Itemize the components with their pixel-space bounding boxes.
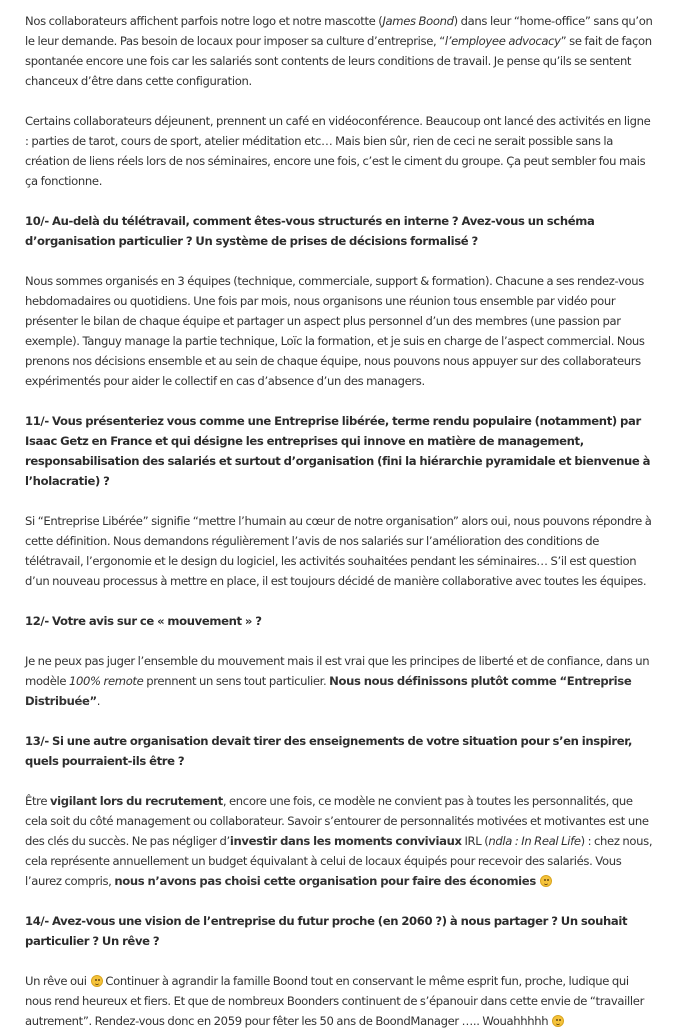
wink-emoji-icon xyxy=(540,875,552,887)
highlight-distributed: Nous nous définissons plutôt comme “Entreprise Distribuée” xyxy=(25,674,632,708)
paragraph-activities: Certains collaborateurs déjeunent, prennent un café en vidéoconférence. Beaucoup ont lancé des activités en ligne : parties de tarot, cours de sport, atelier méditation etc… Mais bien sûr, rien de ceci ne serait possible sans la création de liens réels lors de nos séminaires, encore une fois, c’est le ciment du groupe. Ça peut sembler fou mais ça fonctionne. xyxy=(25,114,651,188)
text: Je ne peux pas juger l’ensemble du mouvement mais il est vrai que les principes de liberté et de confiance, dans un modèle xyxy=(25,654,650,688)
answer-13 xyxy=(25,791,655,891)
answer-11: Si “Entreprise Libérée” signifie “mettre l’humain au cœur de notre organisation” alors oui, nous pouvons répondre à cette définition. Nous demandons régulièrement l’avis de nos salariés sur l’amélioration des conditions de télétravail, l’ergonomie et le design du logiciel, les activités souhaitées pendant les séminaires… S’il est question d’un nouveau processus à mettre en place, il est toujours décidé de manière collaborative avec toutes les équipes. xyxy=(25,514,652,588)
text: ) dans leur “home-office” sans qu’on le leur demande. Pas besoin de locaux pour imposer sa culture d’entreprise, “ xyxy=(25,14,653,48)
text: prennent un sens tout particulier. xyxy=(143,674,330,688)
highlight-convivial: investir dans les moments conviviaux xyxy=(229,834,462,848)
irl-note: ndla : In Real Life xyxy=(488,834,581,848)
text: , encore une fois, ce modèle ne convient pas à toutes les personnalités, que cela soit du côté management ou collaborateur. Savoir s’entourer de personnalités motivées et motivantes est une des clés du succès. Ne pas négliger d’ xyxy=(25,794,649,848)
question-12: 12/- Votre avis sur ce « mouvement » ? xyxy=(25,614,262,628)
answer-10: Nous sommes organisés en 3 équipes (technique, commerciale, support & formation). Chacune a ses rendez-vous hebdomadaires ou quotidiens. Une fois par mois, nous organisons une réunion tous ensemble par vidéo pour présenter le bilan de chaque équipe et partager un aspect plus personnel d’un des membres (une passion par exemple). Tanguy manage la partie technique, Loïc la formation, et je suis en charge de l’aspect commercial. Nous prenons nos décisions ensemble et au sein de chaque équipe, nous pouvons nous appuyer sur des collaborateurs expérimentés pour aider le collectif en cas d’absence d’un des managers. xyxy=(25,274,645,388)
wink-emoji-icon xyxy=(552,1015,564,1027)
highlight-recruitment: vigilant lors du recrutement xyxy=(49,794,223,808)
answer-14 xyxy=(25,971,655,1031)
text: . xyxy=(96,694,101,708)
question-11: 11/- Vous présenteriez vous comme une Entreprise libérée, terme rendu populaire (notamment) par Isaac Getz en France et qui désigne les entreprises qui innove en matière de management, responsabilisation des salariés et surtout d’organisation (fini la hiérarchie pyramidale et bienvenue à l’holacratie) ? xyxy=(25,414,651,488)
paragraph-home-office xyxy=(25,11,655,91)
answer-12 xyxy=(25,651,655,711)
text: Être xyxy=(25,794,50,808)
text: Nos collaborateurs affichent parfois notre logo et notre mascotte ( xyxy=(25,14,383,28)
question-10: 10/- Au-delà du télétravail, comment êtes-vous structurés en interne ? Avez-vous un schéma d’organisation particulier ? Un système de prises de décisions formalisé ? xyxy=(25,214,595,248)
question-13: 13/- Si une autre organisation devait tirer des enseignements de votre situation pour s’en inspirer, quels pourraient-ils être ? xyxy=(25,734,633,768)
text: Continuer à agrandir la famille Boond tout en conservant le même esprit fun, proche, ludique qui nous rend heureux et fiers. Et que de nombreux Boonders continuent de s’épanouir dans cette envie de “travailler autrement”. Rendez-vous donc en 2059 pour fêter les 50 ans de BoondManager ….. Wouahhhhh xyxy=(25,974,644,1028)
smile-emoji-icon xyxy=(91,975,103,987)
employee-advocacy-term: l’employee advocacy xyxy=(444,34,561,48)
question-14: 14/- Avez-vous une vision de l’entreprise du futur proche (en 2060 ?) à nous partager ? Un souhait particulier ? Un rêve ? xyxy=(25,914,628,948)
remote-term: 100% remote xyxy=(68,674,144,688)
highlight-economy: nous n’avons pas choisi cette organisation pour faire des économies xyxy=(114,874,536,888)
text: Un rêve oui xyxy=(25,974,87,988)
mascot-name: James Boond xyxy=(382,14,454,28)
text: IRL ( xyxy=(461,834,489,848)
text: ” se fait de façon spontanée encore une fois car les salariés sont contents de leurs conditions de travail. Je pense qu’ils se sentent chanceux d’être dans cette configuration. xyxy=(25,34,652,88)
text: ) : chez nous, cela représente annuellement un budget équivalant à celui de locaux équipés pour recevoir des salariés. Vous l’aurez compris, xyxy=(25,834,653,888)
